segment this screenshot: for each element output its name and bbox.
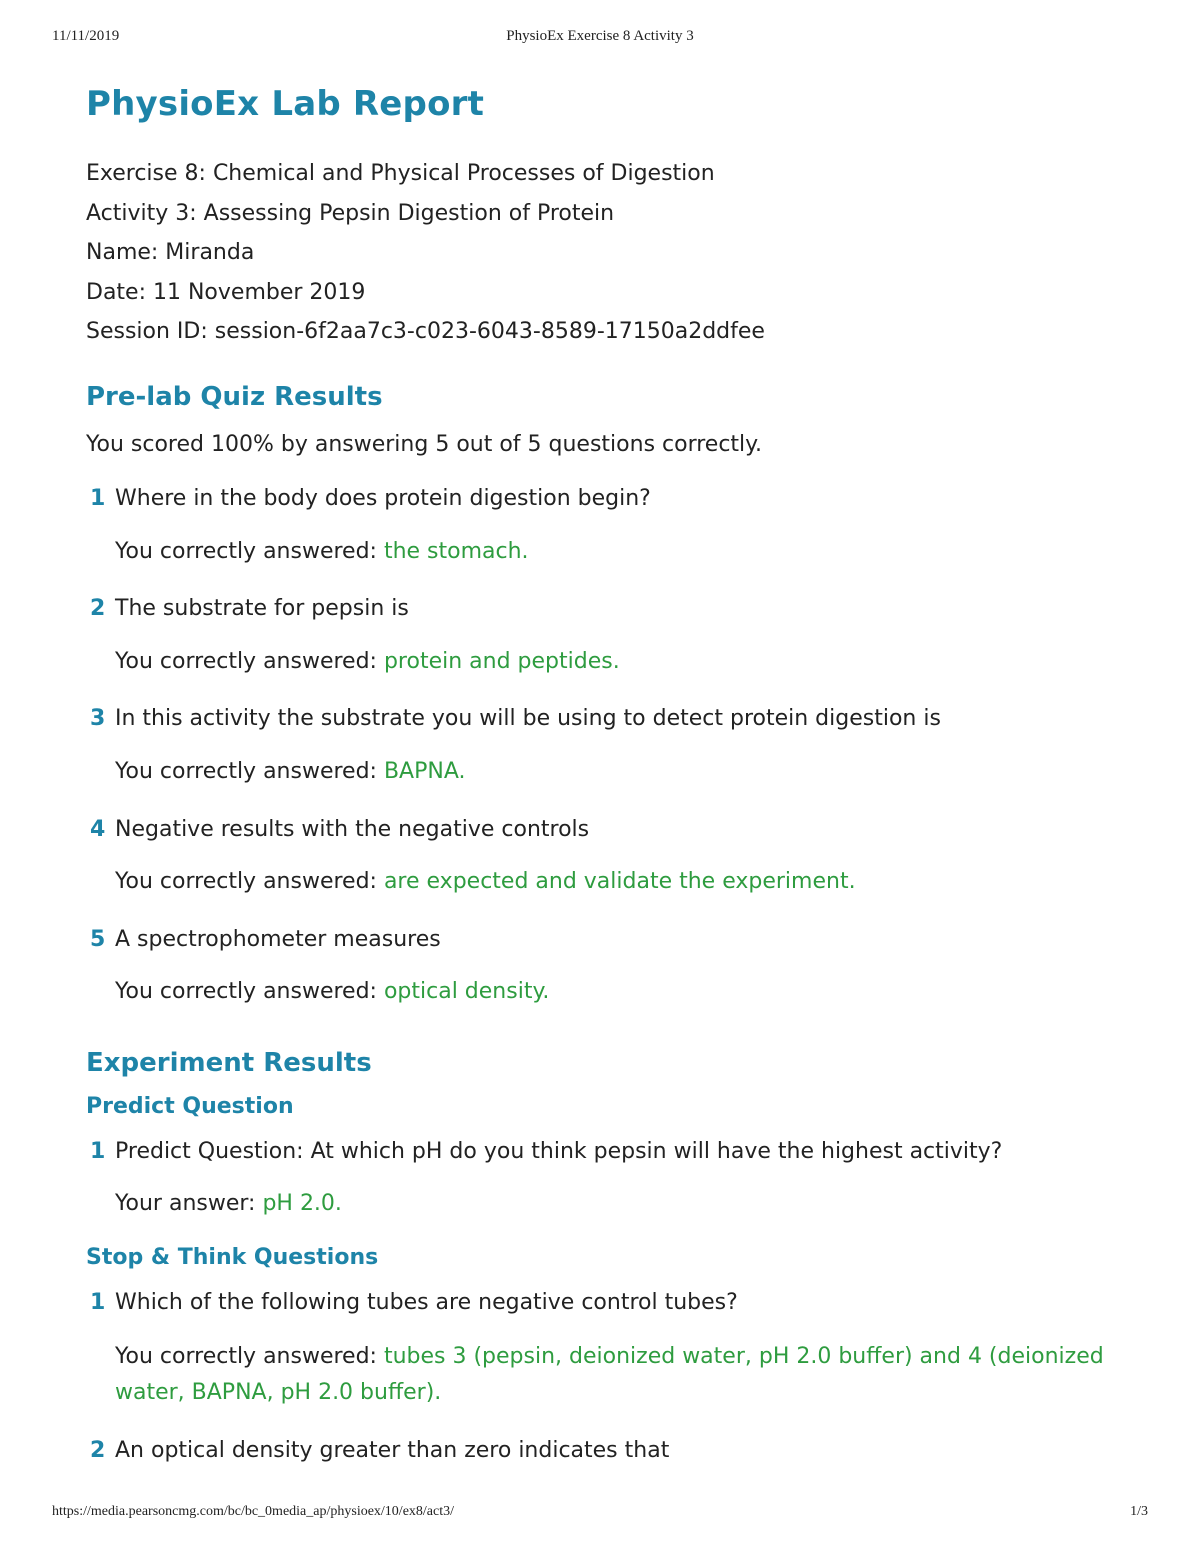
- question-number: 1: [90, 1290, 106, 1315]
- exercise-line: Exercise 8: Chemical and Physical Processes of Digestion: [86, 161, 715, 186]
- question-number: 3: [90, 706, 106, 731]
- print-url: https://media.pearsoncmg.com/bc/bc_0media_ap/physioex/10/ex8/act3/: [52, 1504, 455, 1519]
- question-text: Predict Question: At which pH do you think pepsin will have the highest activity?: [115, 1139, 1003, 1164]
- predict-heading: Predict Question: [86, 1094, 294, 1119]
- question-text: In this activity the substrate you will be using to detect protein digestion is: [115, 706, 941, 731]
- page-count: 1/3: [1130, 1504, 1148, 1519]
- answer-value: the stomach.: [383, 539, 529, 564]
- stop-think-answer-1: [115, 1339, 1125, 1411]
- question-text: A spectrophometer measures: [115, 927, 441, 952]
- experiment-heading: Experiment Results: [86, 1048, 372, 1078]
- prelab-answer-4: [115, 864, 1125, 900]
- question-number: 2: [90, 1438, 106, 1463]
- answer-value: pH 2.0.: [262, 1191, 342, 1216]
- answer-label: You correctly answered:: [115, 539, 384, 564]
- answer-value: are expected and validate the experiment.: [383, 869, 856, 894]
- answer-value: protein and peptides.: [383, 649, 620, 674]
- answer-label: You correctly answered:: [115, 649, 384, 674]
- report-title: PhysioEx Lab Report: [86, 84, 485, 124]
- answer-value: tubes 3 (pepsin, deionized water, pH 2.0 buffer) and 4 (deionized water, BAPNA, pH 2.0 buffer).: [115, 1344, 1104, 1405]
- answer-label: You correctly answered:: [115, 1344, 384, 1369]
- question-text: The substrate for pepsin is: [115, 596, 409, 621]
- question-text: Which of the following tubes are negative control tubes?: [115, 1290, 738, 1315]
- prelab-answer-2: [115, 644, 1125, 680]
- answer-value: BAPNA.: [383, 759, 466, 784]
- question-number: 4: [90, 817, 106, 842]
- question-number: 2: [90, 596, 106, 621]
- print-footer: [0, 1504, 1200, 1526]
- report-meta: [86, 156, 765, 354]
- question-number: 1: [90, 486, 106, 511]
- session-line: Session ID: session-6f2aa7c3-c023-6043-8589-17150a2ddfee: [86, 319, 765, 344]
- answer-value: optical density.: [383, 979, 550, 1004]
- answer-label: You correctly answered:: [115, 759, 384, 784]
- prelab-answer-1: [115, 534, 1125, 570]
- question-number: 1: [90, 1139, 106, 1164]
- prelab-heading: Pre-lab Quiz Results: [86, 382, 383, 412]
- prelab-answer-3: [115, 754, 1125, 790]
- print-date: 11/11/2019: [52, 28, 120, 44]
- name-line: Name: Miranda: [86, 240, 255, 265]
- print-title: PhysioEx Exercise 8 Activity 3: [506, 28, 694, 44]
- prelab-score: You scored 100% by answering 5 out of 5 questions correctly.: [86, 432, 763, 457]
- predict-answer-1: [115, 1186, 1125, 1222]
- answer-label: You correctly answered:: [115, 979, 384, 1004]
- question-text: Negative results with the negative controls: [115, 817, 590, 842]
- question-text: Where in the body does protein digestion begin?: [115, 486, 651, 511]
- stop-think-heading: Stop & Think Questions: [86, 1245, 379, 1270]
- question-number: 5: [90, 927, 106, 952]
- date-line: Date: 11 November 2019: [86, 279, 366, 305]
- question-text: An optical density greater than zero indicates that: [115, 1438, 670, 1463]
- activity-line: Activity 3: Assessing Pepsin Digestion of Protein: [86, 200, 615, 226]
- print-header: [0, 28, 1200, 50]
- answer-label: You correctly answered:: [115, 869, 384, 894]
- prelab-answer-5: [115, 974, 1125, 1010]
- answer-label: Your answer:: [115, 1191, 263, 1216]
